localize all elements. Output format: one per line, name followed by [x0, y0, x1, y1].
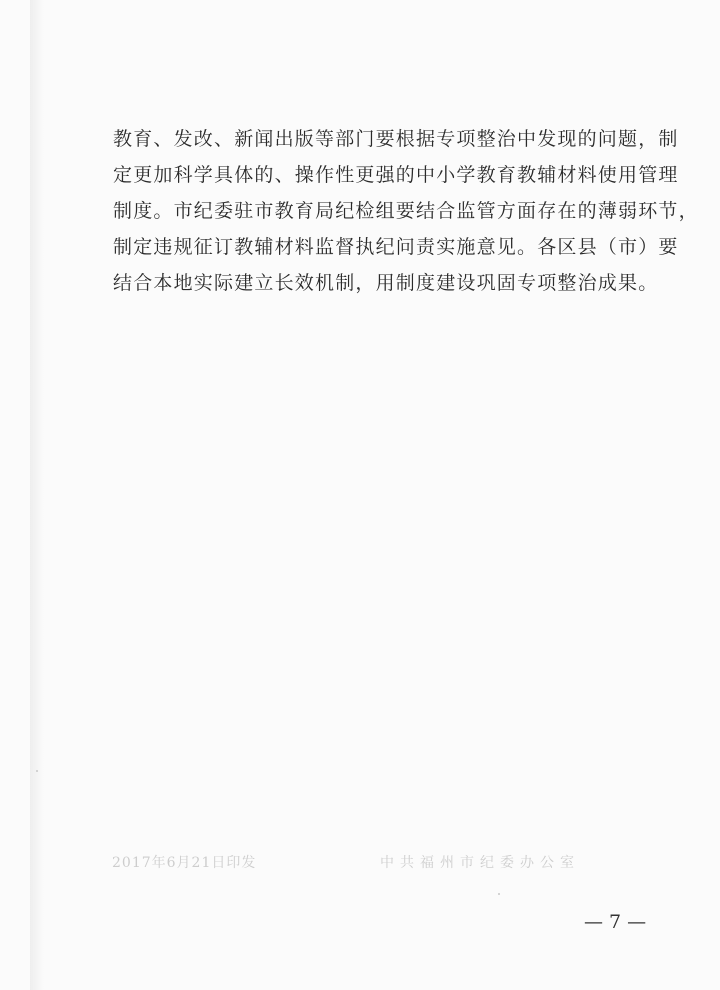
- scan-shadow: [30, 0, 44, 990]
- show-through-imprint: [112, 850, 648, 874]
- imprint-issuer: 中共福州市纪委办公室: [380, 855, 580, 871]
- imprint-date: 2017年6月21日印发: [112, 855, 257, 871]
- paragraph-line: 定更加科学具体的、操作性更强的中小学教育教辅材料使用管理: [113, 164, 679, 186]
- scan-speck: [36, 770, 38, 772]
- paragraph-line: 制度。市纪委驻市教育局纪检组要结合监管方面存在的薄弱环节，: [113, 200, 699, 222]
- paragraph-line: 制定违规征订教辅材料监督执纪问责实施意见。各区县（市）要: [113, 236, 679, 258]
- paragraph-line: 结合本地实际建立长效机制，用制度建设巩固专项整治成果。: [113, 272, 659, 294]
- page-number: — 7 —: [584, 911, 647, 933]
- body-paragraph: [113, 121, 699, 301]
- paragraph-line: 教育、发改、新闻出版等部门要根据专项整治中发现的问题，制: [113, 128, 679, 150]
- scan-speck: [498, 893, 500, 895]
